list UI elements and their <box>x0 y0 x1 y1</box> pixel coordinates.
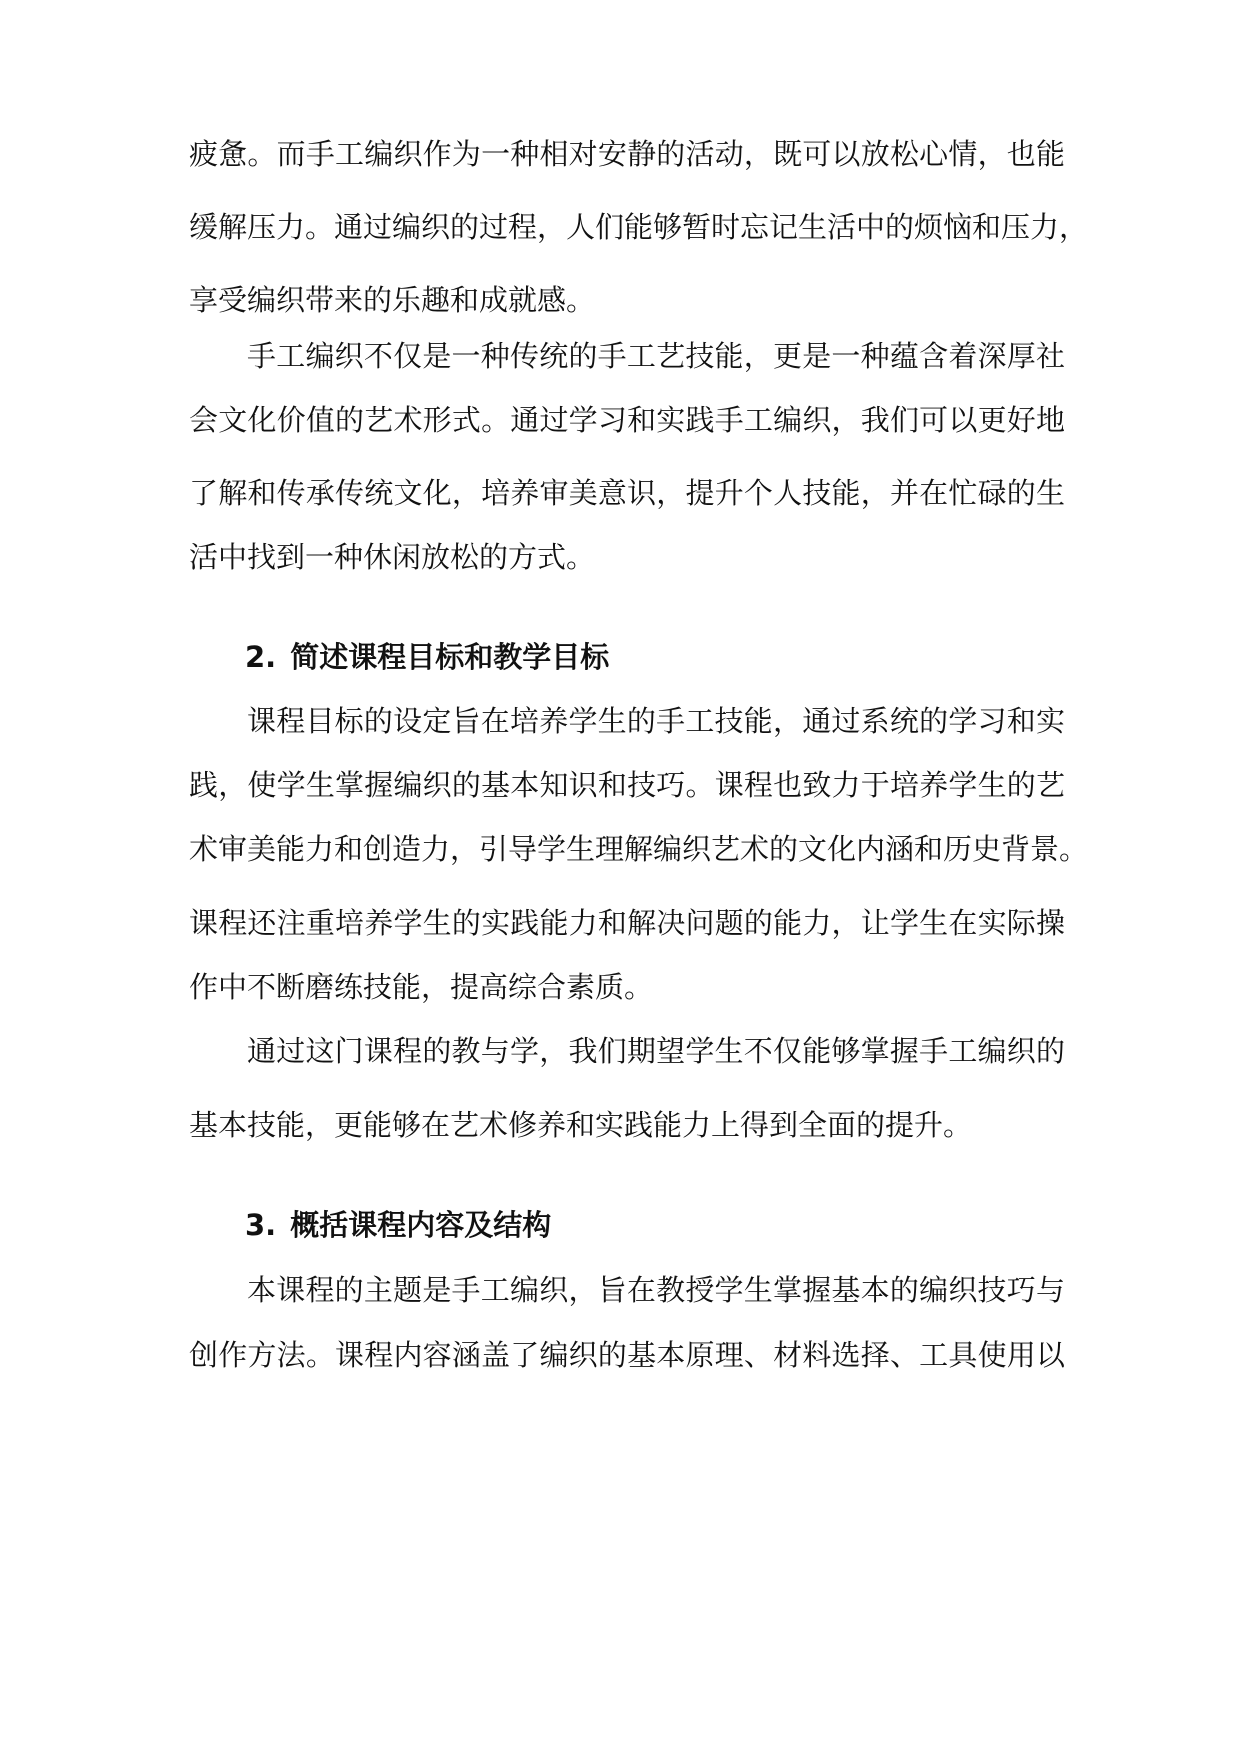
section-heading-3 <box>245 1206 551 1244</box>
paragraph-line: 作中不断磨练技能，提高综合素质。 <box>189 970 654 1004</box>
paragraph-line: 通过这门课程的教与学，我们期望学生不仅能够掌握手工编织的 <box>247 1034 1065 1068</box>
paragraph-line: 活中找到一种休闲放松的方式。 <box>189 540 596 574</box>
paragraph-line: 会文化价值的艺术形式。通过学习和实践手工编织，我们可以更好地 <box>189 403 1065 437</box>
paragraph-line: 术审美能力和创造力，引导学生理解编织艺术的文化内涵和历史背景。 <box>189 832 1089 866</box>
paragraph-line: 手工编织不仅是一种传统的手工艺技能，更是一种蕴含着深厚社 <box>247 339 1065 373</box>
paragraph-line: 课程还注重培养学生的实践能力和解决问题的能力，让学生在实际操 <box>189 906 1065 940</box>
paragraph-line: 本课程的主题是手工编织，旨在教授学生掌握基本的编织技巧与 <box>247 1273 1065 1307</box>
section-title: 概括课程内容及结构 <box>290 1208 552 1242</box>
paragraph-line: 创作方法。课程内容涵盖了编织的基本原理、材料选择、工具使用以 <box>189 1338 1065 1372</box>
section-title: 简述课程目标和教学目标 <box>290 640 610 674</box>
paragraph-line: 基本技能，更能够在艺术修养和实践能力上得到全面的提升。 <box>189 1108 973 1142</box>
paragraph-line: 课程目标的设定旨在培养学生的手工技能，通过系统的学习和实 <box>247 704 1065 738</box>
section-heading-2 <box>245 638 609 676</box>
paragraph-line: 了解和传承传统文化，培养审美意识，提升个人技能，并在忙碌的生 <box>189 476 1065 510</box>
paragraph-line: 疲惫。而手工编织作为一种相对安静的活动，既可以放松心情，也能 <box>189 137 1065 171</box>
section-number: 3. <box>245 1208 277 1242</box>
paragraph-line: 缓解压力。通过编织的过程，人们能够暂时忘记生活中的烦恼和压力， <box>189 210 1089 244</box>
paragraph-line: 享受编织带来的乐趣和成就感。 <box>189 283 596 317</box>
section-number: 2. <box>245 640 277 674</box>
paragraph-line: 践，使学生掌握编织的基本知识和技巧。课程也致力于培养学生的艺 <box>189 768 1065 802</box>
